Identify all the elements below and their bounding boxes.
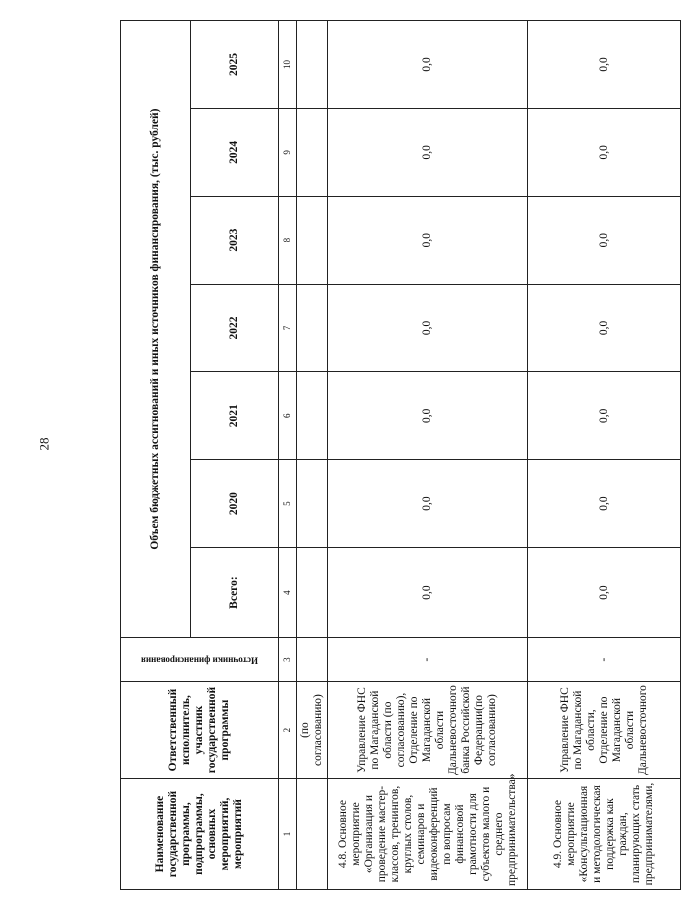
row-value: 0,0 xyxy=(528,460,681,548)
col-number: 2 xyxy=(279,682,297,779)
header-year-2021: 2021 xyxy=(191,372,279,460)
table-row xyxy=(297,21,328,890)
col-number: 1 xyxy=(279,779,297,890)
row-value: 0,0 xyxy=(528,108,681,196)
row-value: 0,0 xyxy=(528,196,681,284)
row-value: 0,0 xyxy=(528,548,681,638)
row-value xyxy=(297,284,328,372)
header-source: Источники финансирования xyxy=(121,638,279,682)
funding-table xyxy=(120,20,681,890)
row-value: 0,0 xyxy=(328,548,528,638)
header-year-2023: 2023 xyxy=(191,196,279,284)
row-name: 4.9. Основное мероприятие «Консультационная и методологическая поддержка как граждан, планирующих стать предпринимателями, xyxy=(528,779,681,890)
row-value: 0,0 xyxy=(528,284,681,372)
rotated-table-container xyxy=(120,20,675,890)
col-number: 6 xyxy=(279,372,297,460)
row-executor: Управление ФНС по Магаданской области, Отделение по Магаданской области Дальневосточного xyxy=(528,682,681,779)
row-value xyxy=(297,460,328,548)
col-number: 8 xyxy=(279,196,297,284)
col-number: 3 xyxy=(279,638,297,682)
row-name xyxy=(297,779,328,890)
header-total: Всего: xyxy=(191,548,279,638)
header-name: Наименование государственной программы, подпрограммы, основных мероприятий, мероприятий xyxy=(121,779,279,890)
row-value xyxy=(297,548,328,638)
row-value: 0,0 xyxy=(328,460,528,548)
row-value xyxy=(297,372,328,460)
col-number: 7 xyxy=(279,284,297,372)
col-number: 10 xyxy=(279,21,297,109)
row-executor: Управление ФНС по Магаданской области (по согласованию), Отделение по Магаданской области Дальневосточного банка Российской Федерации(по согласованию) xyxy=(328,682,528,779)
col-number: 5 xyxy=(279,460,297,548)
row-value xyxy=(297,108,328,196)
row-value: 0,0 xyxy=(328,108,528,196)
row-value xyxy=(297,196,328,284)
row-name: 4.8. Основное мероприятие «Организация и проведение мастер-классов, тренингов, круглых столов, семинаров и видеоконференций по вопросам финансовой грамотности для субъектов малого и среднего предпринимательства» xyxy=(328,779,528,890)
page-number: 28 xyxy=(36,437,52,451)
table-row xyxy=(528,21,681,890)
header-year-2025: 2025 xyxy=(191,21,279,109)
row-value: 0,0 xyxy=(328,372,528,460)
col-number: 4 xyxy=(279,548,297,638)
row-source xyxy=(297,638,328,682)
table-row xyxy=(328,21,528,890)
row-source: - xyxy=(528,638,681,682)
row-value: 0,0 xyxy=(328,21,528,109)
row-value: 0,0 xyxy=(528,21,681,109)
row-executor: (по согласованию) xyxy=(297,682,328,779)
row-value xyxy=(297,21,328,109)
col-number: 9 xyxy=(279,108,297,196)
header-year-2024: 2024 xyxy=(191,108,279,196)
header-executor: Ответственный исполнитель, участник государственной программы xyxy=(121,682,279,779)
header-funding-title: Объем бюджетных ассигнований и иных источников финансирования, (тыс. рублей) xyxy=(121,21,191,638)
row-value: 0,0 xyxy=(328,284,528,372)
column-number-row xyxy=(279,21,297,890)
header-year-2022: 2022 xyxy=(191,284,279,372)
header-year-2020: 2020 xyxy=(191,460,279,548)
row-source: - xyxy=(328,638,528,682)
row-value: 0,0 xyxy=(328,196,528,284)
row-value: 0,0 xyxy=(528,372,681,460)
